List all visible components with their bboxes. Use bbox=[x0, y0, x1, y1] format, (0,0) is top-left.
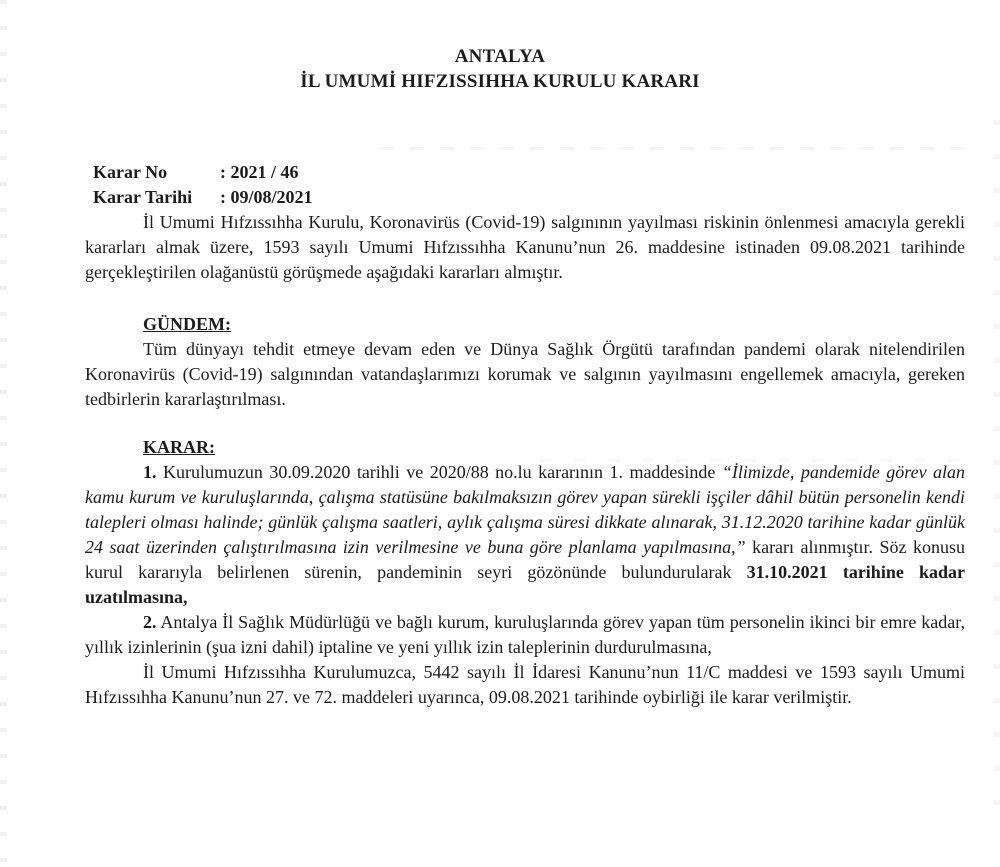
decision-item-1-number: 1. bbox=[143, 462, 157, 482]
decision-date-row bbox=[93, 185, 965, 210]
decision-item-2-lead: Antalya İl Sağlık Müdürlüğü ve bağlı kurum, kuruluşlarında görev yapan tüm personelin ikinci bir emre kadar, yıllık izinlerinin (şua izni dahil) iptaline ve yeni yıllık izin taleplerinin durdurulmasına, bbox=[85, 612, 965, 657]
decision-date-value: 09/08/2021 bbox=[230, 187, 313, 207]
decision-item-2-number: 2. bbox=[143, 612, 157, 632]
decision-no-row bbox=[93, 160, 965, 185]
decision-no-label: Karar No bbox=[93, 162, 168, 182]
decision-no-separator: : bbox=[220, 162, 231, 182]
agenda-heading: GÜNDEM: bbox=[143, 314, 231, 334]
decision-meta-block bbox=[93, 160, 965, 210]
decision-item-1-middle: kararı alınmıştır. Söz konusu kurul kararıyla belirlenen sürenin, pandeminin seyri gözönünde bulundurularak bbox=[85, 537, 965, 582]
document-content bbox=[0, 160, 1000, 710]
decision-item-1-lead: Kurulumuzun 30.09.2020 tarihli ve 2020/88 no.lu kararının 1. maddesinde bbox=[156, 462, 722, 482]
intro-paragraph: İl Umumi Hıfzıssıhha Kurulu, Koronavirüs (Covid-19) salgınının yayılması riskinin önlenmesi amacıyla gerekli kararları almak üzere, 1593 sayılı Umumi Hıfzıssıhha Kanunu’nun 26. maddesine istinaden 09.08.2021 tarihinde gerçekleştirilen olağanüstü görüşmede aşağıdaki kararları almıştır. bbox=[85, 212, 965, 282]
agenda-paragraph: Tüm dünyayı tehdit etmeye devam eden ve Dünya Sağlık Örgütü tarafından pandemi olarak nitelendirilen Koronavirüs (Covid-19) salgınından vatandaşlarımızı korumak ve salgının yayılmasını engellemek amacıyla, gereken tedbirlerin kararlaştırılması. bbox=[85, 339, 965, 409]
decision-no-value: 2021 / 46 bbox=[230, 162, 299, 182]
closing-paragraph: İl Umumi Hıfzıssıhha Kurulumuzca, 5442 sayılı İl İdaresi Kanunu’nun 11/C maddesi ve 1593 sayılı Umumi Hıfzıssıhha Kanunu’nun 27. ve 72. maddeleri uyarınca, 09.08.2021 tarihinde oybirliği ile karar verilmiştir. bbox=[85, 662, 965, 707]
decision-item-1 bbox=[85, 460, 965, 610]
decision-date-separator: : bbox=[220, 187, 231, 207]
decision-item-1-quote: “İlimizde, pandemide görev alan kamu kurum ve kuruluşlarında, çalışma statüsüne bakılmaksızın görev yapan sürekli işçiler dâhil bütün personelin kendi talepleri olması halinde; günlük çalışma saatleri, aylık çalışma süresi dikkate alınarak, 31.12.2020 tarihine kadar günlük 24 saat üzerinden çalıştırılmasına izin verilmesine ve buna göre planlama yapılmasına,” bbox=[85, 462, 966, 557]
title-board: İL UMUMİ HIFZISSIHHA KURULU KARARI bbox=[300, 71, 700, 92]
scan-artifact-top bbox=[380, 147, 980, 150]
title-city: ANTALYA bbox=[454, 46, 546, 67]
decision-item-2 bbox=[85, 610, 965, 660]
decision-date-label: Karar Tarihi bbox=[93, 187, 193, 207]
decision-item-1-emphasis: 31.10.2021 tarihine kadar uzatılmasına, bbox=[85, 562, 965, 607]
document-title-block bbox=[0, 0, 1000, 94]
decision-heading: KARAR: bbox=[143, 437, 215, 457]
